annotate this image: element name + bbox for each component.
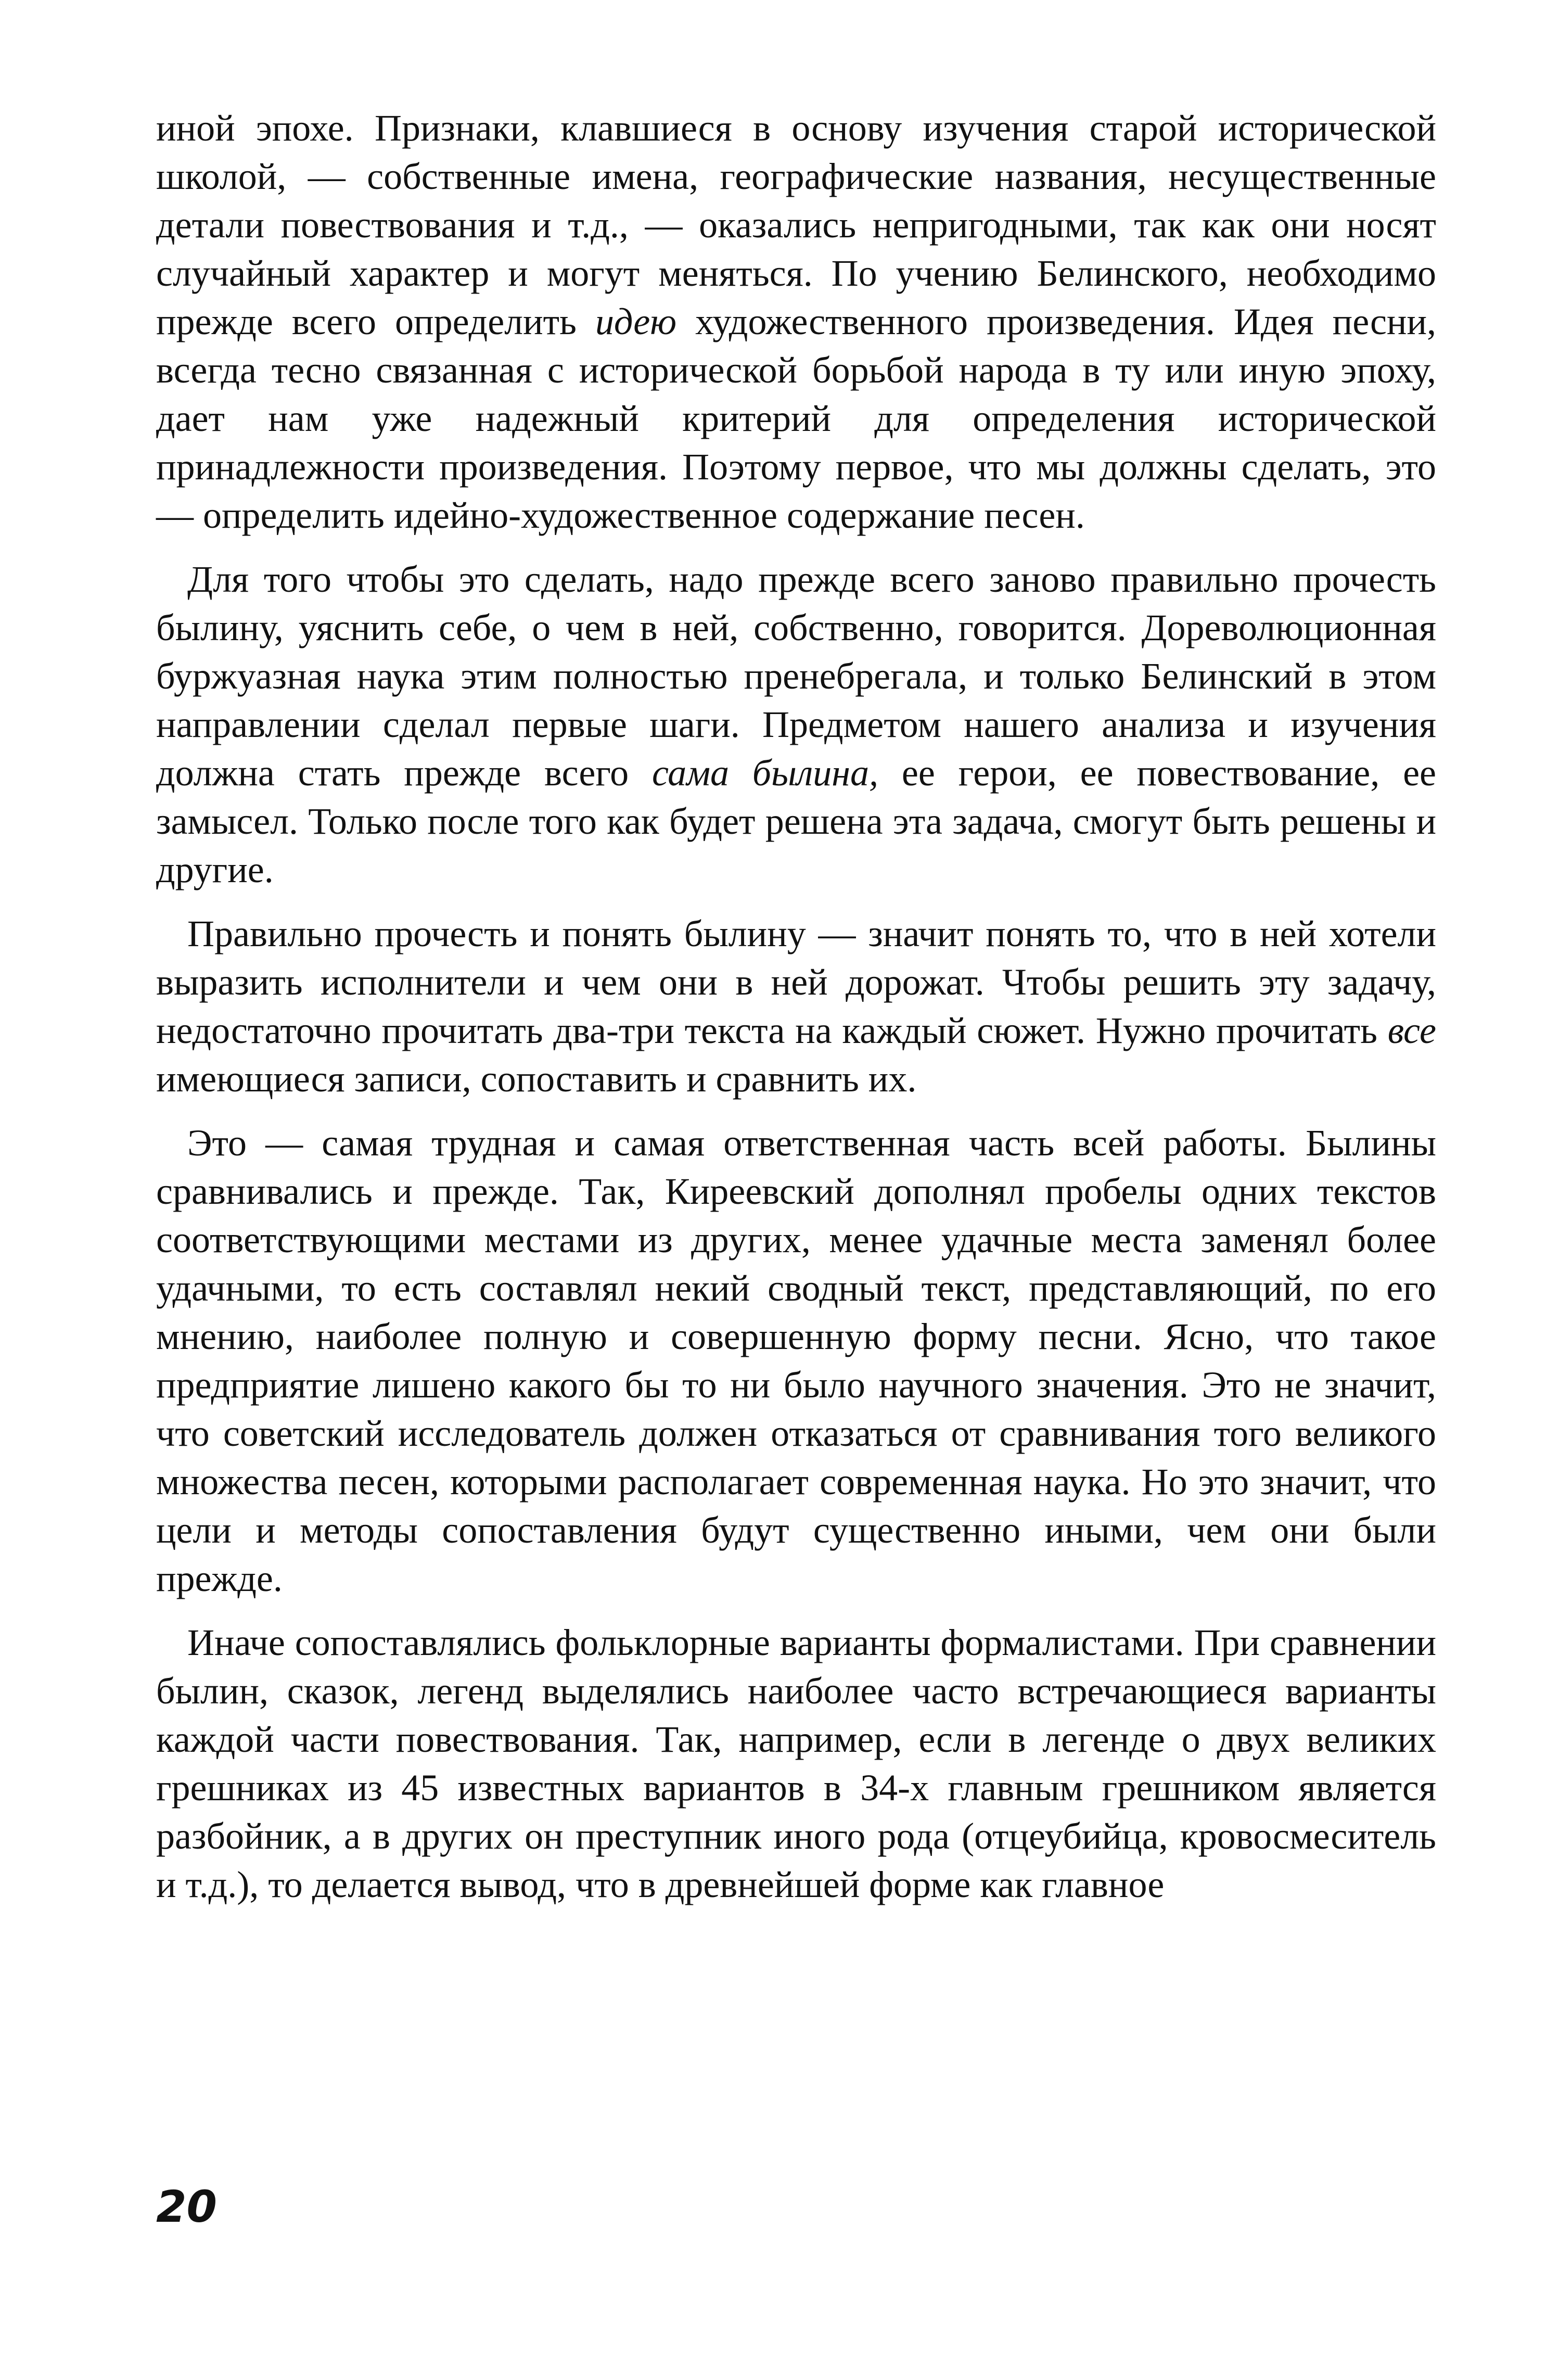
paragraph-3-text-a: Правильно прочесть и понять былину — значит понять то, что в ней хотели выразить исполнители и чем они в ней дорожат. Чтобы решить эту задачу, недостаточно прочитать два-три текста на каждый сюжет. Нужно прочитать (156, 913, 1436, 1051)
book-page (156, 104, 1436, 2290)
paragraph-1-italic-idea: идею (595, 301, 677, 342)
paragraph-3-italic-all: все (1387, 1010, 1436, 1051)
paragraph-3 (156, 910, 1436, 1103)
paragraph-3-text-b: имеющиеся записи, сопоставить и сравнить их. (156, 1058, 917, 1100)
paragraph-5 (156, 1619, 1436, 1909)
paragraph-1-text-a: иной эпохе. Признаки, клавшиеся в основу изучения старой исторической школой, — собственные имена, географические названия, несущественные детали повествования и т.д., — оказались непригодными, так как они носят случайный характер и могут меняться. По учению Белинского, необходимо прежде всего определить (156, 107, 1436, 342)
paragraph-2-text-a: Для того чтобы это сделать, надо прежде всего заново правильно прочесть былину, уяснить себе, о чем в ней, собственно, говорится. Дореволюционная буржуазная наука этим полностью пренебрегала, и только Белинский в этом направлении сделал первые шаги. Предметом нашего анализа и изучения должна стать прежде всего (156, 558, 1436, 794)
paragraph-4-text: Это — самая трудная и самая ответственная часть всей работы. Былины сравнивались и прежде. Так, Киреевский дополнял пробелы одних текстов соответствующими местами из других, менее удачные места заменял более удачными, то есть составлял некий сводный текст, представляющий, по его мнению, наиболее полную и совершенную форму песни. Ясно, что такое предприятие лишено какого бы то ни было научного значения. Это не значит, что советский исследователь должен отказаться от сравнивания того великого множества песен, которыми располагает современная наука. Но это значит, что цели и методы сопоставления будут существенно иными, чем они были прежде. (156, 1122, 1436, 1599)
paragraph-2 (156, 555, 1436, 894)
paragraph-2-text-b: ее герои, ее повествование, ее замысел. Только после того как будет решена эта задача, смогут быть решены и другие. (156, 752, 1436, 890)
paragraph-2-italic-bylina: сама былина, (651, 752, 878, 794)
paragraph-4 (156, 1119, 1436, 1603)
paragraph-1 (156, 104, 1436, 540)
paragraph-5-text: Иначе сопоставлялись фольклорные варианты формалистами. При сравнении былин, сказок, легенд выделялись наиболее часто встречающиеся варианты каждой части повествования. Так, например, если в легенде о двух великих грешниках из 45 известных вариантов в 34-х главным грешником является разбойник, а в других он преступник иного рода (отцеубийца, кровосмеситель и т.д.), то делается вывод, что в древнейшей форме как главное (156, 1622, 1436, 1905)
paragraph-1-text-b: художественного произведения. Идея песни, всегда тесно связанная с исторической борьбой народа в ту или иную эпоху, дает нам уже надежный критерий для определения исторической принадлежности произведения. Поэтому первое, что мы должны сделать, это — определить идейно-художественное содержание песен. (156, 301, 1436, 536)
page-number: 20 (156, 2181, 217, 2232)
